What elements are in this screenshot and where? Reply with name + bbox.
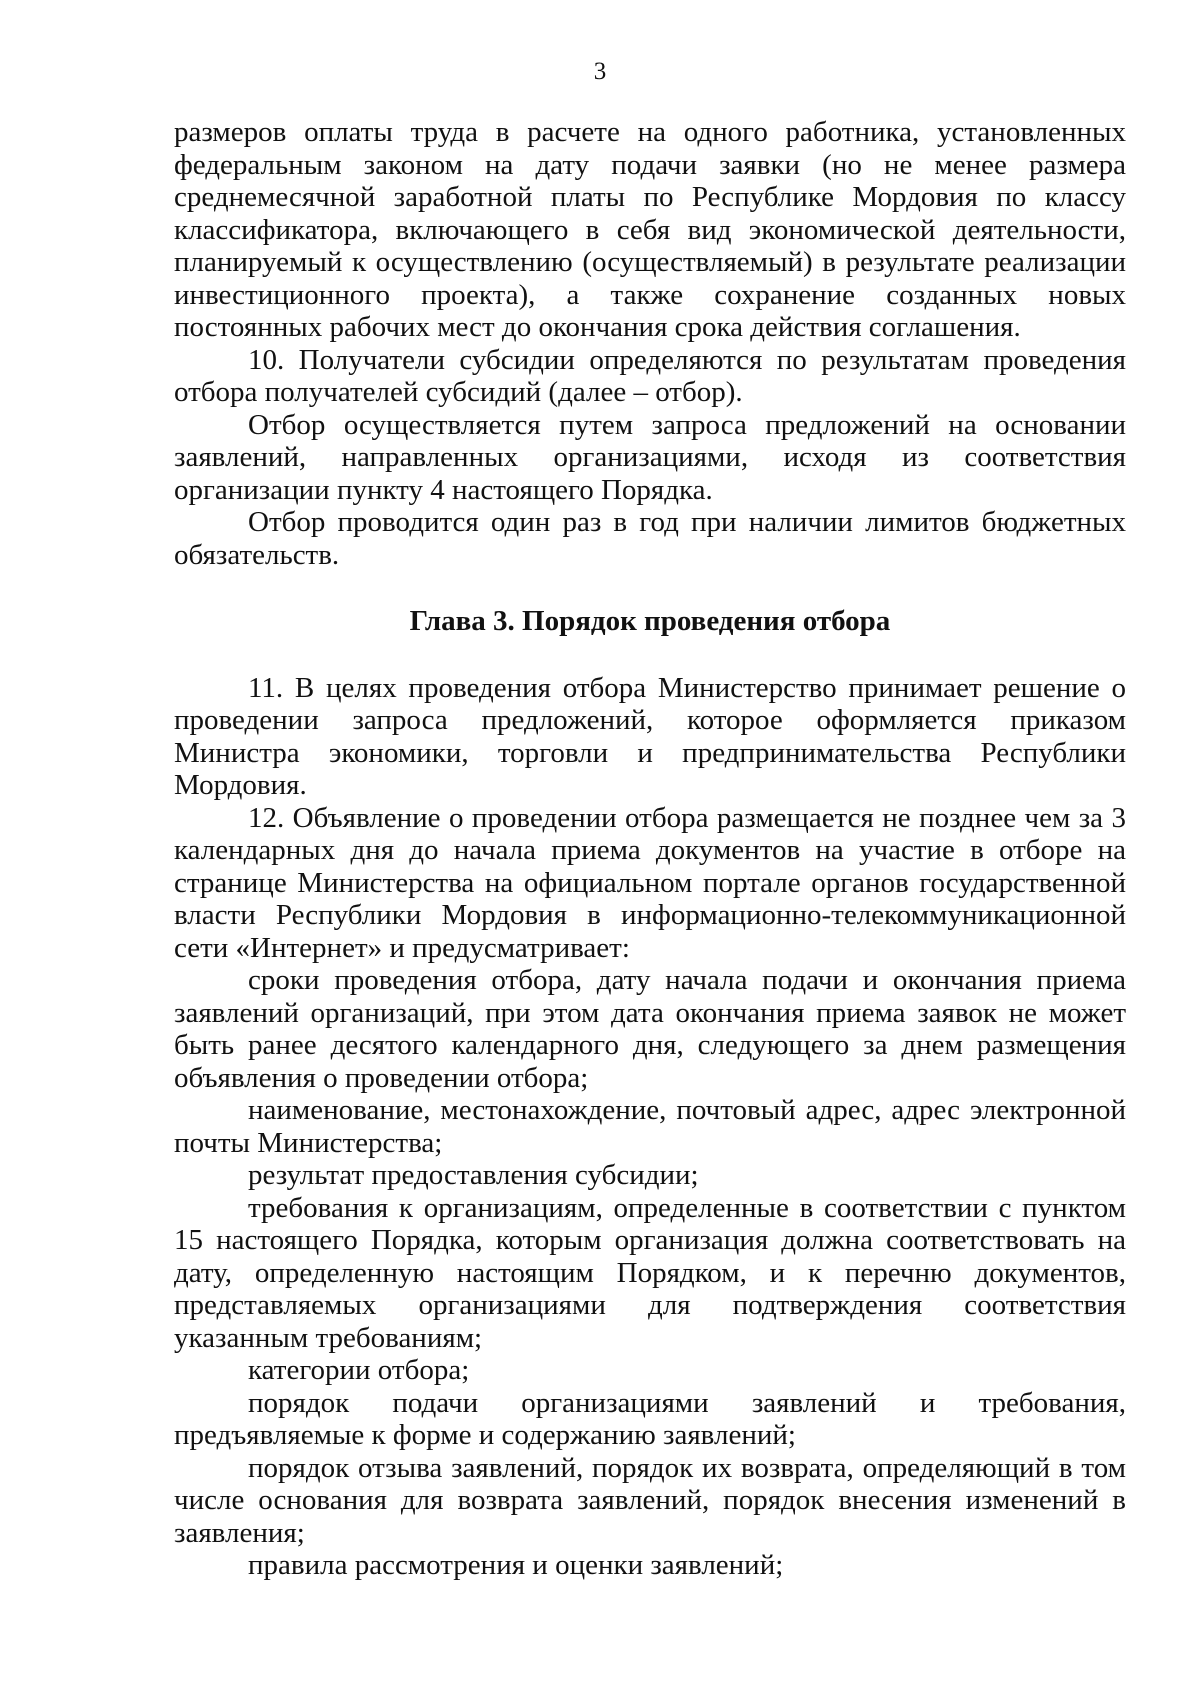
paragraph: 10. Получатели субсидии определяются по результатам проведения отбора получателей субсидий (далее – отбор). [174, 343, 1126, 408]
paragraph: размеров оплаты труда в расчете на одного работника, установленных федеральным законом на дату подачи заявки (но не менее размера среднемесячной заработной платы по Республике Мордовия по классу классификатора, включающего в себя вид экономической деятельности, планируемый к осуществлению (осуществляемый) в результате реализации инвестиционного проекта), а также сохранение созданных новых постоянных рабочих мест до окончания срока действия соглашения. [174, 116, 1126, 343]
page-number: 3 [593, 58, 607, 85]
paragraph: наименование, местонахождение, почтовый адрес, адрес электронной почты Министерства; [174, 1094, 1126, 1159]
paragraph: 11. В целях проведения отбора Министерство принимает решение о проведении запроса предложений, которое оформляется приказом Министра экономики, торговли и предпринимательства Республики Мордовия. [174, 671, 1126, 801]
chapter-title: Глава 3. Порядок проведения отбора [409, 605, 891, 637]
paragraph: требования к организациям, определенные в соответствии с пунктом 15 настоящего Порядка, которым организация должна соответствовать на дату, определенную настоящим Порядком, и к перечню документов, представляемых организациями для подтверждения соответствия указанным требованиям; [174, 1191, 1126, 1354]
paragraph: порядок подачи организациями заявлений и требования, предъявляемые к форме и содержанию заявлений; [174, 1386, 1126, 1451]
section-after-chapter [174, 672, 1126, 1582]
section-before-chapter [174, 116, 1126, 571]
paragraph: 12. Объявление о проведении отбора размещается не позднее чем за 3 календарных дня до начала приема документов на участие в отборе на странице Министерства на официальном портале органов государственной власти Республики Мордовия в информационно-телекоммуникационной сети «Интернет» и предусматривает: [174, 801, 1126, 964]
paragraph: порядок отзыва заявлений, порядок их возврата, определяющий в том числе основания для возврата заявлений, порядок внесения изменений в заявления; [174, 1451, 1126, 1549]
paragraph: сроки проведения отбора, дату начала подачи и окончания приема заявлений организаций, при этом дата окончания приема заявок не может быть ранее десятого календарного дня, следующего за днем размещения объявления о проведении отбора; [174, 964, 1126, 1094]
paragraph: категории отбора; [248, 1354, 470, 1386]
document-body [174, 116, 1126, 1582]
paragraph: Отбор осуществляется путем запроса предложений на основании заявлений, направленных организациями, исходя из соответствия организации пункту 4 настоящего Порядка. [174, 408, 1126, 506]
paragraph: правила рассмотрения и оценки заявлений; [248, 1549, 784, 1581]
paragraph: результат предоставления субсидии; [248, 1159, 699, 1191]
paragraph: Отбор проводится один раз в год при наличии лимитов бюджетных обязательств. [174, 506, 1126, 571]
